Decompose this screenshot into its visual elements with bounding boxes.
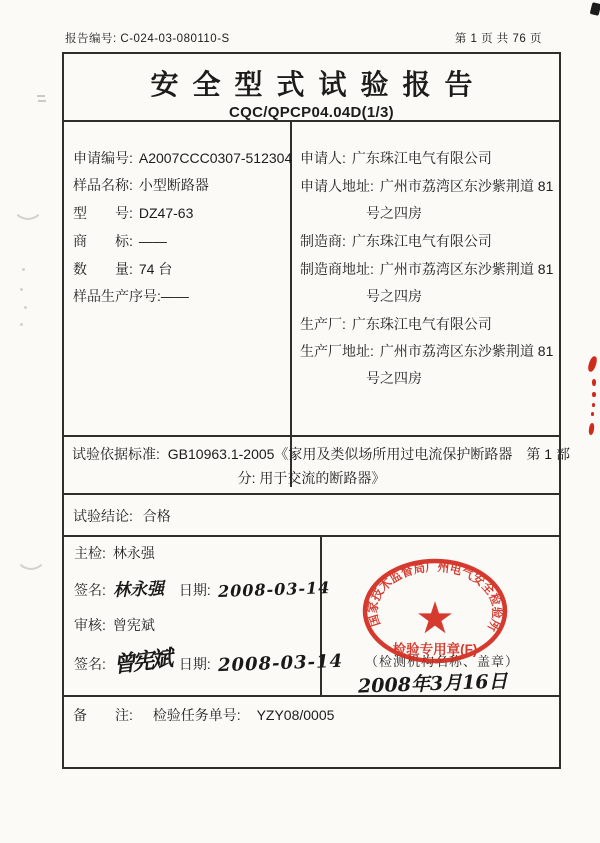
report-number-value: C-024-03-080110-S [120,33,230,45]
stamp-star-icon: ★ [415,594,455,643]
quantity-row: 数 量: 74 台 [73,261,173,277]
scan-artifact-ink-topright [590,2,600,16]
page-title: 安全型式试验报告 [150,70,487,101]
chief-inspector-name: 林永强 [112,545,155,561]
scan-artifact-dot [20,288,23,291]
reviewer-signature-row: 签名: 曾宪斌 日期: 2008-03-14 [74,645,343,676]
title-block [64,54,559,120]
applicant-address-cont: 号之四房 [366,205,422,221]
manufacturer-row: 制造商: 广东珠江电气有限公司 [300,233,492,249]
report-number-label: 报告编号: [65,33,117,45]
stamp-seal-icon [360,557,510,667]
inspector-signature: 林永强 [112,579,165,601]
conclusion-value: 合格 [142,508,171,524]
test-standard-label: 试验依据标准: [72,446,160,462]
serial-number-row: 样品生产序号:—— [73,288,189,304]
sample-name-row: 样品名称: 小型断路器 [73,177,209,193]
stamp-inner-text: 检验专用章(F) [392,642,478,657]
scan-artifact-red-mark [592,403,595,407]
stamp-date: 2008年3月16日 [357,670,508,698]
scan-artifact-bar [37,95,45,97]
scan-artifact-red-mark [591,412,594,416]
scan-artifact-red-mark [592,392,596,397]
column-divider [290,122,292,487]
scan-artifact-red-mark [588,423,595,436]
applicant-address-row: 申请人地址: 广州市荔湾区东沙紫荆道 81 [300,178,554,194]
remark-label: 备 注: [73,707,133,723]
model-row: 型 号: DZ47-63 [73,205,194,221]
inspection-stamp [360,557,510,667]
test-standard-row [64,435,570,493]
remark-row [64,695,559,769]
inspector-sign-date: 2008-03-14 [217,578,331,601]
report-table [62,52,570,769]
factory-address-cont: 号之四房 [366,370,422,386]
signature-section [64,535,559,698]
sample-info-section [64,120,559,487]
stamp-ring-text: 国家技术监督局广州电气安全检验所 [364,558,506,636]
manufacturer-address-cont: 号之四房 [366,288,422,304]
conclusion-label: 试验结论: [73,508,133,524]
scan-artifact-dot [20,323,23,326]
factory-row: 生产厂: 广东珠江电气有限公司 [300,316,492,332]
report-number-line [65,30,230,46]
scan-artifact-red-mark [587,355,599,372]
chief-inspector-row: 主检: 林永强 [74,545,155,561]
applicant-row: 申请人: 广东珠江电气有限公司 [300,150,492,166]
scan-artifact-arc [15,538,47,570]
task-number-value: YZY08/0005 [256,707,335,723]
test-conclusion-row [64,493,559,535]
trademark-row: 商 标: —— [73,233,167,249]
manufacturer-address-row: 制造商地址: 广州市荔湾区东沙紫荆道 81 [300,261,554,277]
scan-artifact-dot [22,268,25,271]
scan-artifact-arc [12,188,44,220]
page-count: 第 1 页 共 76 页 [454,33,542,45]
test-standard-line2: 分: 用于交流的断路器》 [237,470,386,486]
test-standard-line1: GB10963.1-2005《家用及类似场所用过电流保护断路器 第 1 部 [167,446,570,462]
document-code: CQC/QPCP04.04D(1/3) [229,104,394,121]
inspector-signature-row: 签名: 林永强 日期: 2008-03-14 [74,575,330,600]
reviewer-name: 曾宪斌 [112,617,155,633]
reviewer-row: 审核: 曾宪斌 [74,617,155,633]
scan-artifact-red-mark [592,379,596,386]
reviewer-sign-date: 2008-03-14 [217,650,344,677]
scan-artifact-dot [24,306,27,309]
application-number-row: 申请编号: A2007CCC0307-512304 [73,150,293,166]
scan-artifact-bar [38,100,46,102]
factory-address-row: 生产厂地址: 广州市荔湾区东沙紫荆道 81 [300,343,554,359]
stamp-caption: （检测机构名称、盖章） [364,654,519,669]
task-number-label: 检验任务单号: [152,707,241,723]
reviewer-signature: 曾宪斌 [111,645,172,679]
